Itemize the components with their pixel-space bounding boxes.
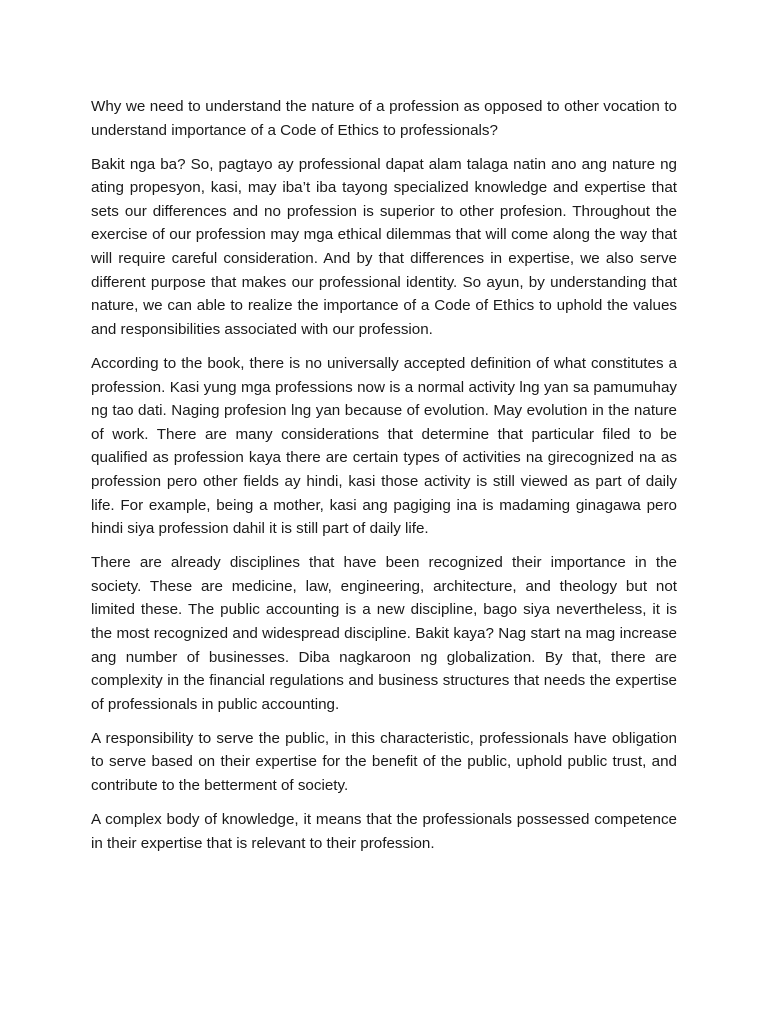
paragraph-responsibility: A responsibility to serve the public, in this characteristic, professionals have obligation to serve based on their expertise for the benefit of the public, uphold public trust, and contribute to the betterment of society. [91, 729, 677, 795]
paragraph-definition: According to the book, there is no universally accepted definition of what constitutes a profession. Kasi yung mga professions now is a normal activity lng yan sa pamumuhay ng tao dati. Naging profesion lng yan because of evolution. May evolution in the nature of work. There are many considerations that determine that particular filed to be qualified as profession kaya there are certain types of activities na girecognized na as profession pero other fields ay hindi, kasi those activity is still viewed as part of daily life. For example, being a mother, kasi ang pagiging ina is madaming ginagawa pero hindi siya profession dahil it is still part of daily life. [91, 354, 677, 538]
paragraph-knowledge: A complex body of knowledge, it means that the professionals possessed competence in their expertise that is relevant to their profession. [91, 811, 677, 852]
document-body [91, 95, 677, 866]
paragraph-disciplines: There are already disciplines that have been recognized their importance in the society. These are medicine, law, engineering, architecture, and theology but not limited these. The public accounting is a new discipline, bago siya nevertheless, it is the most recognized and widespread discipline. Bakit kaya? Nag start na mag increase ang number of businesses. Diba nagkaroon ng globalization. By that, there are complexity in the financial regulations and business structures that needs the expertise of professionals in public accounting. [91, 554, 677, 713]
paragraph-question: Why we need to understand the nature of a profession as opposed to other vocation to understand importance of a Code of Ethics to professionals? [91, 98, 677, 139]
paragraph-answer: Bakit nga ba? So, pagtayo ay professional dapat alam talaga natin ano ang nature ng ating propesyon, kasi, may iba’t iba tayong specialized knowledge and expertise that sets our differences and no profession is superior to other profesion. Throughout the exercise of our profession may mga ethical dilemmas that will come along the way that will require careful consideration. And by that differences in expertise, we also serve different purpose that makes our professional identity. So ayun, by understanding that nature, we can able to realize the importance of a Code of Ethics to uphold the values and responsibilities associated with our profession. [91, 155, 677, 338]
